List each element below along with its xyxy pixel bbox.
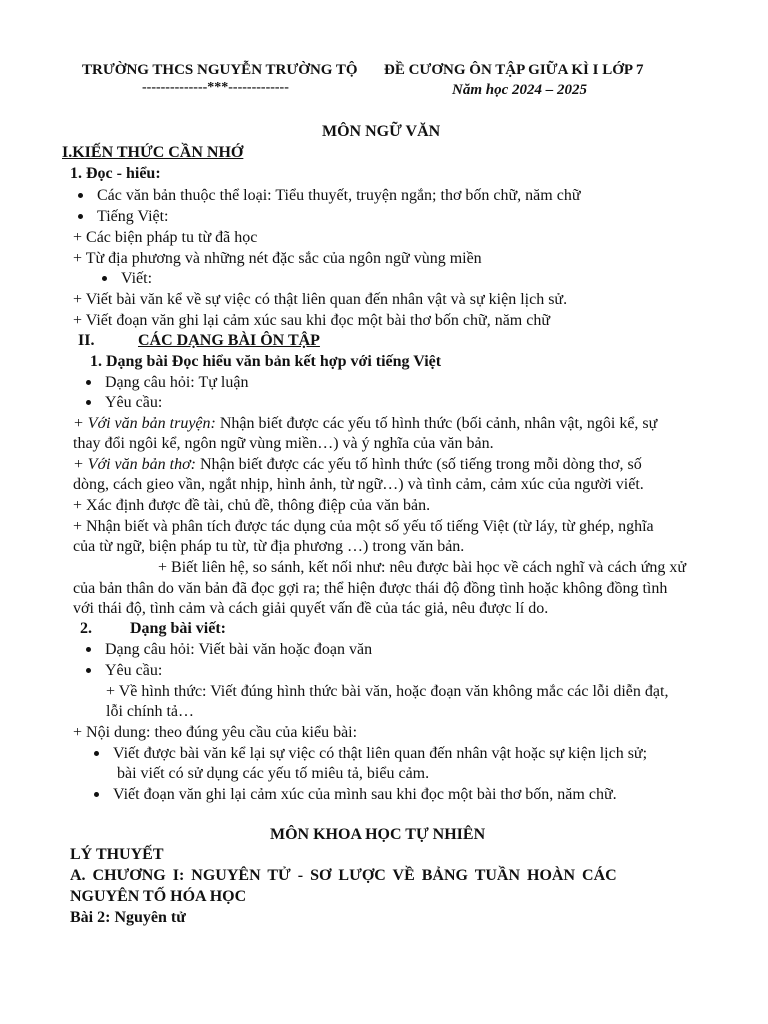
story-label: + Với văn bản truyện: <box>73 415 216 432</box>
bullet-text: Viết đoạn văn ghi lại cảm xúc của mình sau khi đọc một bài thơ bốn, năm chữ. <box>113 786 617 803</box>
poem-label: + Với văn bản thơ: <box>73 456 196 473</box>
story-requirement-cont: thay đổi ngôi kể, ngôn ngữ vùng miền…) và ý nghĩa của văn bản. <box>73 435 494 452</box>
section-2-number: II. <box>78 332 95 349</box>
point-theme: + Xác định được đề tài, chủ đề, thông điệp của văn bản. <box>73 497 431 514</box>
point-content: + Nội dung: theo đúng yêu cầu của kiểu bài: <box>73 724 358 741</box>
bullet-icon <box>86 380 91 385</box>
school-divider: --------------***------------- <box>142 80 289 95</box>
bullet-vietnamese <box>78 207 169 227</box>
point-paragraph: + Viết đoạn văn ghi lại cảm xúc sau khi đọc một bài thơ bốn chữ, năm chữ <box>73 312 551 329</box>
school-name: TRƯỜNG THCS NGUYỄN TRƯỜNG TỘ <box>82 62 358 78</box>
bullet-writing <box>102 269 152 289</box>
lesson-title: Bài 2: Nguyên tử <box>70 909 186 926</box>
section-1-title: I.KIẾN THỨC CẦN NHỚ <box>62 144 244 161</box>
poem-text: Nhận biết được các yếu tố hình thức (số tiếng trong mỗi dòng thơ, số <box>195 456 642 473</box>
bullet-icon <box>86 668 91 673</box>
bullet-requirements <box>86 393 162 413</box>
chapter-title: A. CHƯƠNG I: NGUYÊN TỬ - SƠ LƯỢC VỀ BẢNG TUẦN HOÀN CÁC <box>70 867 617 884</box>
point-form: + Về hình thức: Viết đúng hình thức bài văn, hoặc đoạn văn không mắc các lỗi diễn đạt, <box>106 683 669 700</box>
point-connection-cont-2: với thái độ, tình cảm và cách giải quyết vấn đề của tác giả, nêu được lí do. <box>73 600 549 617</box>
poem-requirement-cont: dòng, cách gieo vần, ngắt nhịp, hình ảnh, từ ngữ…) và tình cảm, cảm xúc của người viết. <box>73 476 644 493</box>
bullet-text: Viết: <box>121 270 153 287</box>
bullet-text: Các văn bản thuộc thể loại: Tiểu thuyết, truyện ngắn; thơ bốn chữ, năm chữ <box>97 187 581 204</box>
bullet-text-types <box>78 186 581 206</box>
point-form-cont: lỗi chính tả… <box>106 703 194 720</box>
point-vietnamese-analysis-cont: của từ ngữ, biện pháp tu từ, từ địa phương …) trong văn bản. <box>73 538 465 555</box>
point-dialect: + Từ địa phương và những nét đặc sắc của ngôn ngữ vùng miền <box>73 250 482 267</box>
bullet-icon <box>102 276 107 281</box>
writing-type-title: Dạng bài viết: <box>130 620 226 637</box>
point-connection-cont-1: của bản thân do văn bản đã đọc gợi ra; thể hiện được thái độ đồng tình hoặc không đồng tình <box>73 580 668 597</box>
poem-requirement <box>73 455 642 475</box>
point-rhetoric: + Các biện pháp tu từ đã học <box>73 229 258 246</box>
school-year: Năm học 2024 – 2025 <box>452 82 587 98</box>
bullet-icon <box>94 792 99 797</box>
literature-subject-title: MÔN NGỮ VĂN <box>322 123 441 140</box>
bullet-text: Tiếng Việt: <box>97 208 169 225</box>
science-subject-title: MÔN KHOA HỌC TỰ NHIÊN <box>270 826 486 843</box>
bullet-question-type <box>86 373 248 393</box>
theory-heading: LÝ THUYẾT <box>70 846 164 863</box>
bullet-icon <box>86 647 91 652</box>
bullet-text: Yêu cầu: <box>105 394 163 411</box>
bullet-paragraph-feelings <box>94 785 617 805</box>
chapter-title-cont: NGUYÊN TỐ HÓA HỌC <box>70 888 247 905</box>
bullet-essay-history <box>94 744 647 764</box>
point-vietnamese-analysis: + Nhận biết và phân tích được tác dụng của một số yếu tố tiếng Việt (từ láy, từ ghép, nghĩa <box>73 518 654 535</box>
bullet-text: Viết được bài văn kể lại sự việc có thật liên quan đến nhân vật hoặc sự kiện lịch sử; <box>113 745 648 762</box>
writing-type-number: 2. <box>80 620 92 637</box>
bullet-icon <box>94 751 99 756</box>
bullet-icon <box>86 400 91 405</box>
bullet-icon <box>78 193 83 198</box>
document-title: ĐỀ CƯƠNG ÔN TẬP GIỮA KÌ I LỚP 7 <box>384 62 644 78</box>
bullet-text: Dạng câu hỏi: Tự luận <box>105 374 249 391</box>
section-2-title: CÁC DẠNG BÀI ÔN TẬP <box>138 332 320 349</box>
bullet-writing-question <box>86 640 372 660</box>
bullet-text: Yêu cầu: <box>105 662 163 679</box>
story-requirement <box>73 414 657 434</box>
point-essay: + Viết bài văn kể về sự việc có thật liên quan đến nhân vật và sự kiện lịch sử. <box>73 291 568 308</box>
bullet-icon <box>78 214 83 219</box>
reading-type-title: 1. Dạng bài Đọc hiểu văn bản kết hợp với tiếng Việt <box>90 353 442 370</box>
point-connection: + Biết liên hệ, so sánh, kết nối như: nêu được bài học về cách nghĩ và cách ứng xử <box>158 559 687 576</box>
bullet-writing-requirements <box>86 661 162 681</box>
bullet-text: Dạng câu hỏi: Viết bài văn hoặc đoạn văn <box>105 641 373 658</box>
reading-heading: 1. Đọc - hiểu: <box>70 165 161 182</box>
story-text: Nhận biết được các yếu tố hình thức (bối cảnh, nhân vật, ngôi kể, sự <box>215 415 658 432</box>
bullet-essay-history-cont: bài viết có sử dụng các yếu tố miêu tả, biểu cảm. <box>117 765 430 782</box>
